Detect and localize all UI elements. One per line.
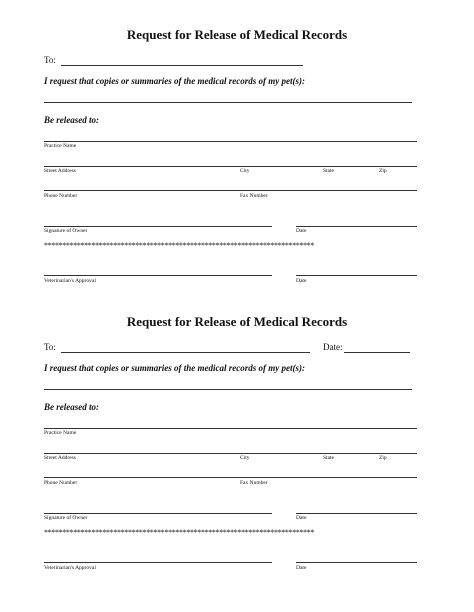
form-title: Request for Release of Medical Records (126, 314, 348, 329)
vet-approval-field[interactable] (44, 562, 272, 563)
signature-date-label: Date (296, 515, 307, 521)
vet-approval-label: Veterinarian's Approval (44, 278, 96, 284)
to-field[interactable] (61, 352, 310, 353)
state-label: State (323, 168, 334, 174)
to-label: To: (44, 55, 56, 65)
release-form-2 (0, 287, 474, 593)
released-label: Be released to: (44, 115, 99, 125)
separator: ************************************************************************** (44, 528, 315, 537)
vet-approval-field[interactable] (44, 275, 272, 276)
date-field[interactable] (344, 352, 410, 353)
vet-approval-label: Veterinarian's Approval (44, 565, 96, 571)
address-field[interactable] (44, 453, 417, 454)
street-address-label: Street Address (44, 168, 76, 174)
date-label: Date: (323, 342, 343, 352)
approval-date-label: Date (296, 565, 307, 571)
owner-signature-field[interactable] (44, 226, 272, 227)
approval-date-field[interactable] (296, 562, 417, 563)
phone-number-label: Phone Number (44, 193, 78, 199)
signature-label: Signature of Owner (44, 228, 88, 234)
street-address-label: Street Address (44, 455, 76, 461)
city-label: City (240, 168, 250, 174)
fax-number-label: Fax Number (240, 193, 268, 199)
approval-date-field[interactable] (296, 275, 417, 276)
released-label: Be released to: (44, 402, 99, 412)
phone-fax-field[interactable] (44, 477, 417, 478)
request-text: I request that copies or summaries of the medical records of my pet(s): (44, 363, 305, 373)
signature-date-field[interactable] (296, 513, 417, 514)
phone-fax-field[interactable] (44, 190, 417, 191)
practice-name-label: Practice Name (44, 430, 77, 436)
practice-name-field[interactable] (44, 141, 417, 142)
owner-signature-field[interactable] (44, 513, 272, 514)
approval-date-label: Date (296, 278, 307, 284)
practice-name-field[interactable] (44, 428, 417, 429)
state-label: State (323, 455, 334, 461)
city-label: City (240, 455, 250, 461)
fax-number-label: Fax Number (240, 480, 268, 486)
pets-field[interactable] (44, 389, 412, 390)
to-field[interactable] (61, 65, 303, 66)
signature-label: Signature of Owner (44, 515, 88, 521)
zip-label: Zip (379, 455, 387, 461)
to-label: To: (44, 342, 56, 352)
signature-date-label: Date (296, 228, 307, 234)
zip-label: Zip (379, 168, 387, 174)
address-field[interactable] (44, 166, 417, 167)
pets-field[interactable] (44, 102, 412, 103)
form-title: Request for Release of Medical Records (126, 27, 348, 42)
phone-number-label: Phone Number (44, 480, 78, 486)
practice-name-label: Practice Name (44, 143, 77, 149)
request-text: I request that copies or summaries of the medical records of my pet(s): (44, 76, 305, 86)
separator: ************************************************************************** (44, 241, 315, 250)
signature-date-field[interactable] (296, 226, 417, 227)
